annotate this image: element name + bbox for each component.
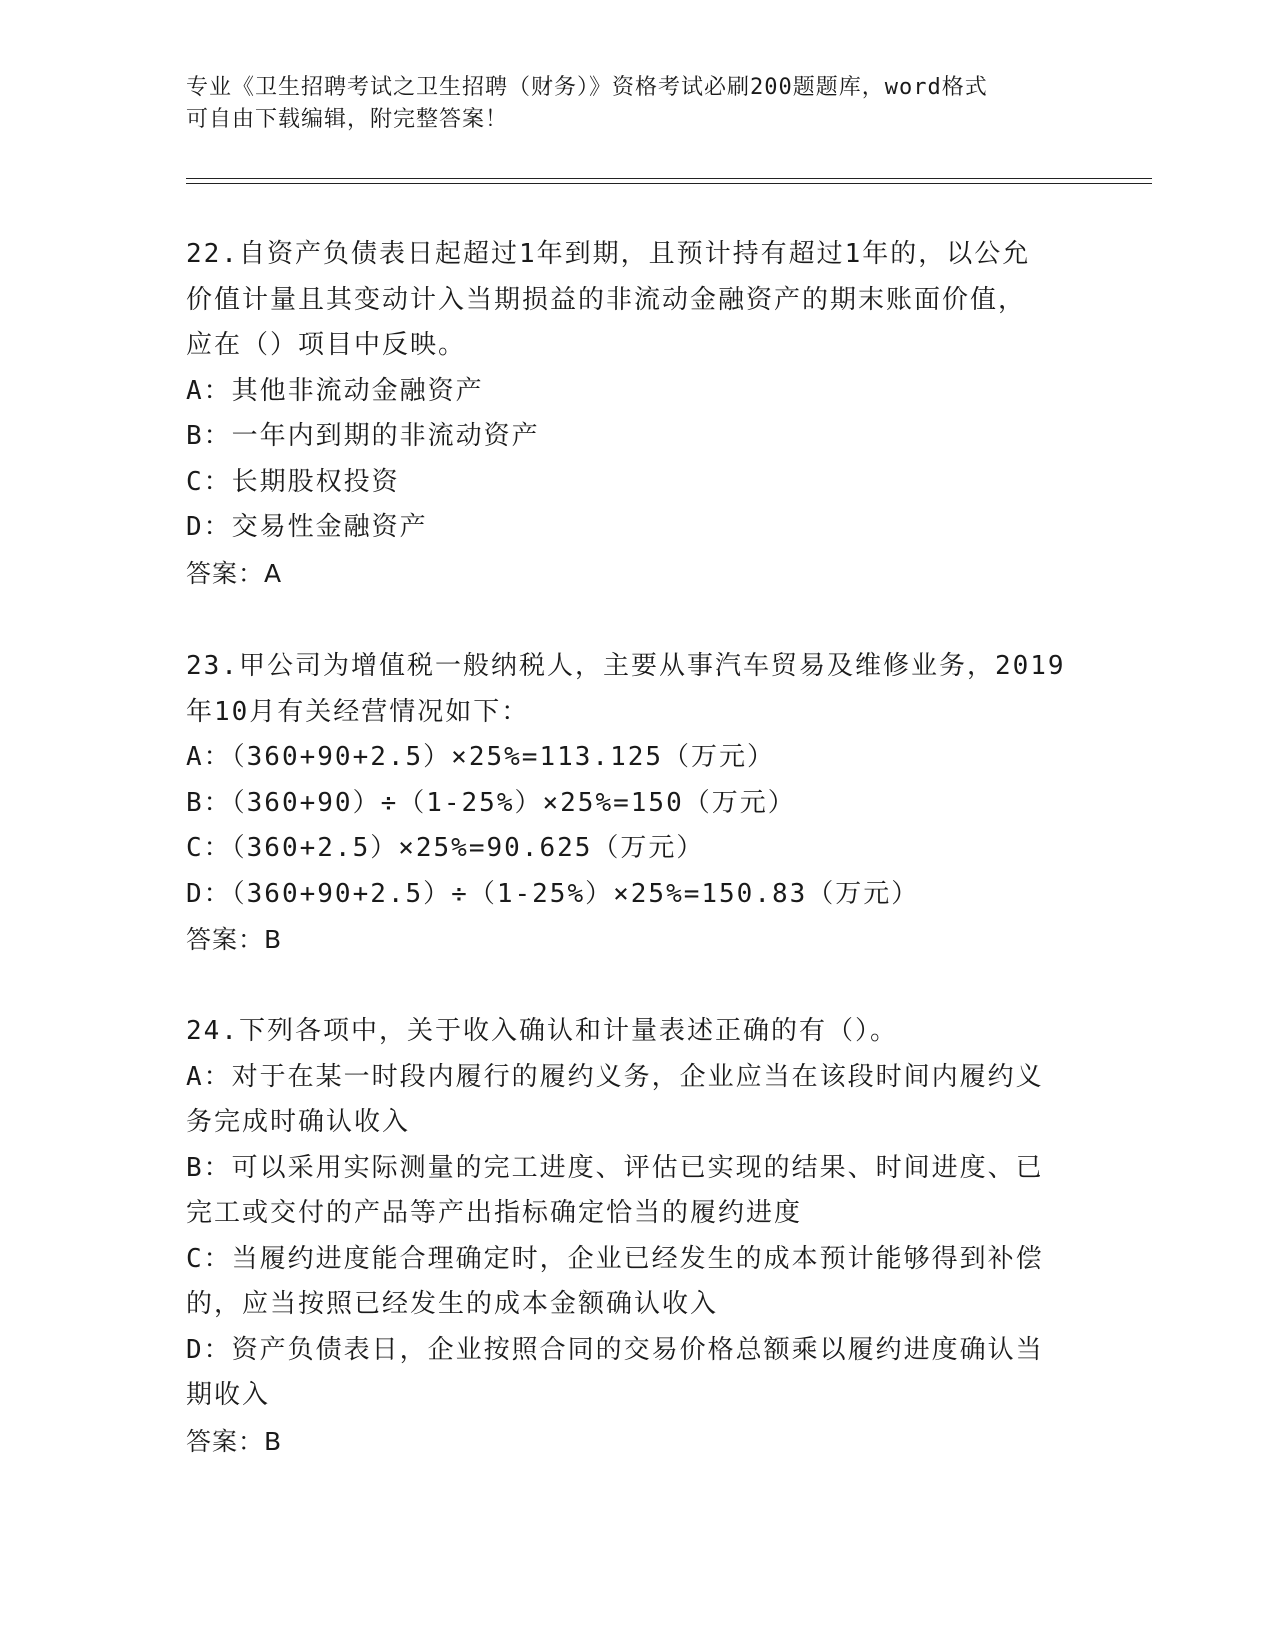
option-a: A：对于在某一时段内履行的履约义务，企业应当在该段时间内履约义 — [186, 1061, 1044, 1092]
answer-label: 答案：A — [186, 558, 283, 588]
option-c: C：长期股权投资 — [186, 466, 400, 497]
option-a: A：（360+90+2.5）×25%=113.125（万元） — [186, 742, 776, 772]
answer-label: 答案：B — [186, 1426, 283, 1456]
option-b: B：可以采用实际测量的完工进度、评估已实现的结果、时间进度、已 — [186, 1152, 1044, 1183]
option-c: C：当履约进度能合理确定时，企业已经发生的成本预计能够得到补偿 — [186, 1243, 1044, 1274]
question-stem: 22.自资产负债表日起超过1年到期，且预计持有超过1年的，以公允 — [186, 239, 1031, 269]
option-a: A：其他非流动金融资产 — [186, 375, 484, 406]
option-d: D：（360+90+2.5）÷（1-25%）×25%=150.83（万元） — [186, 878, 920, 909]
option-b: B：一年内到期的非流动资产 — [186, 421, 540, 451]
question-22 — [186, 232, 1086, 596]
document-header — [186, 72, 1086, 136]
option-d: D：交易性金融资产 — [186, 512, 428, 542]
question-stem: 价值计量且其变动计入当期损益的非流动金融资产的期末账面价值， — [186, 284, 1027, 315]
answer-label: 答案：B — [186, 925, 283, 954]
question-stem: 年10月有关经营情况如下： — [186, 696, 530, 727]
question-23 — [186, 644, 1086, 963]
question-24 — [186, 1009, 1086, 1464]
option-d-continued: 期收入 — [186, 1380, 271, 1410]
header-divider — [186, 178, 1152, 179]
header-line: 可自由下载编辑，附完整答案！ — [186, 107, 509, 132]
header-line: 专业《卫生招聘考试之卫生招聘（财务）》资格考试必刷200题题库，word格式 — [186, 75, 988, 100]
option-b-continued: 完工或交付的产品等产出指标确定恰当的履约进度 — [186, 1198, 803, 1228]
option-c-continued: 的，应当按照已经发生的成本金额确认收入 — [186, 1289, 719, 1319]
question-stem: 24.下列各项中，关于收入确认和计量表述正确的有（）。 — [186, 1016, 898, 1046]
option-a-continued: 务完成时确认收入 — [186, 1107, 411, 1137]
option-d: D：资产负债表日，企业按照合同的交易价格总额乘以履约进度确认当 — [186, 1334, 1044, 1365]
option-c: C：（360+2.5）×25%=90.625（万元） — [186, 833, 705, 863]
question-stem: 应在（）项目中反映。 — [186, 330, 467, 360]
header-divider — [186, 183, 1152, 184]
option-b: B：（360+90）÷（1-25%）×25%=150（万元） — [186, 787, 796, 818]
question-stem: 23.甲公司为增值税一般纳税人，主要从事汽车贸易及维修业务，2019 — [186, 651, 1066, 681]
